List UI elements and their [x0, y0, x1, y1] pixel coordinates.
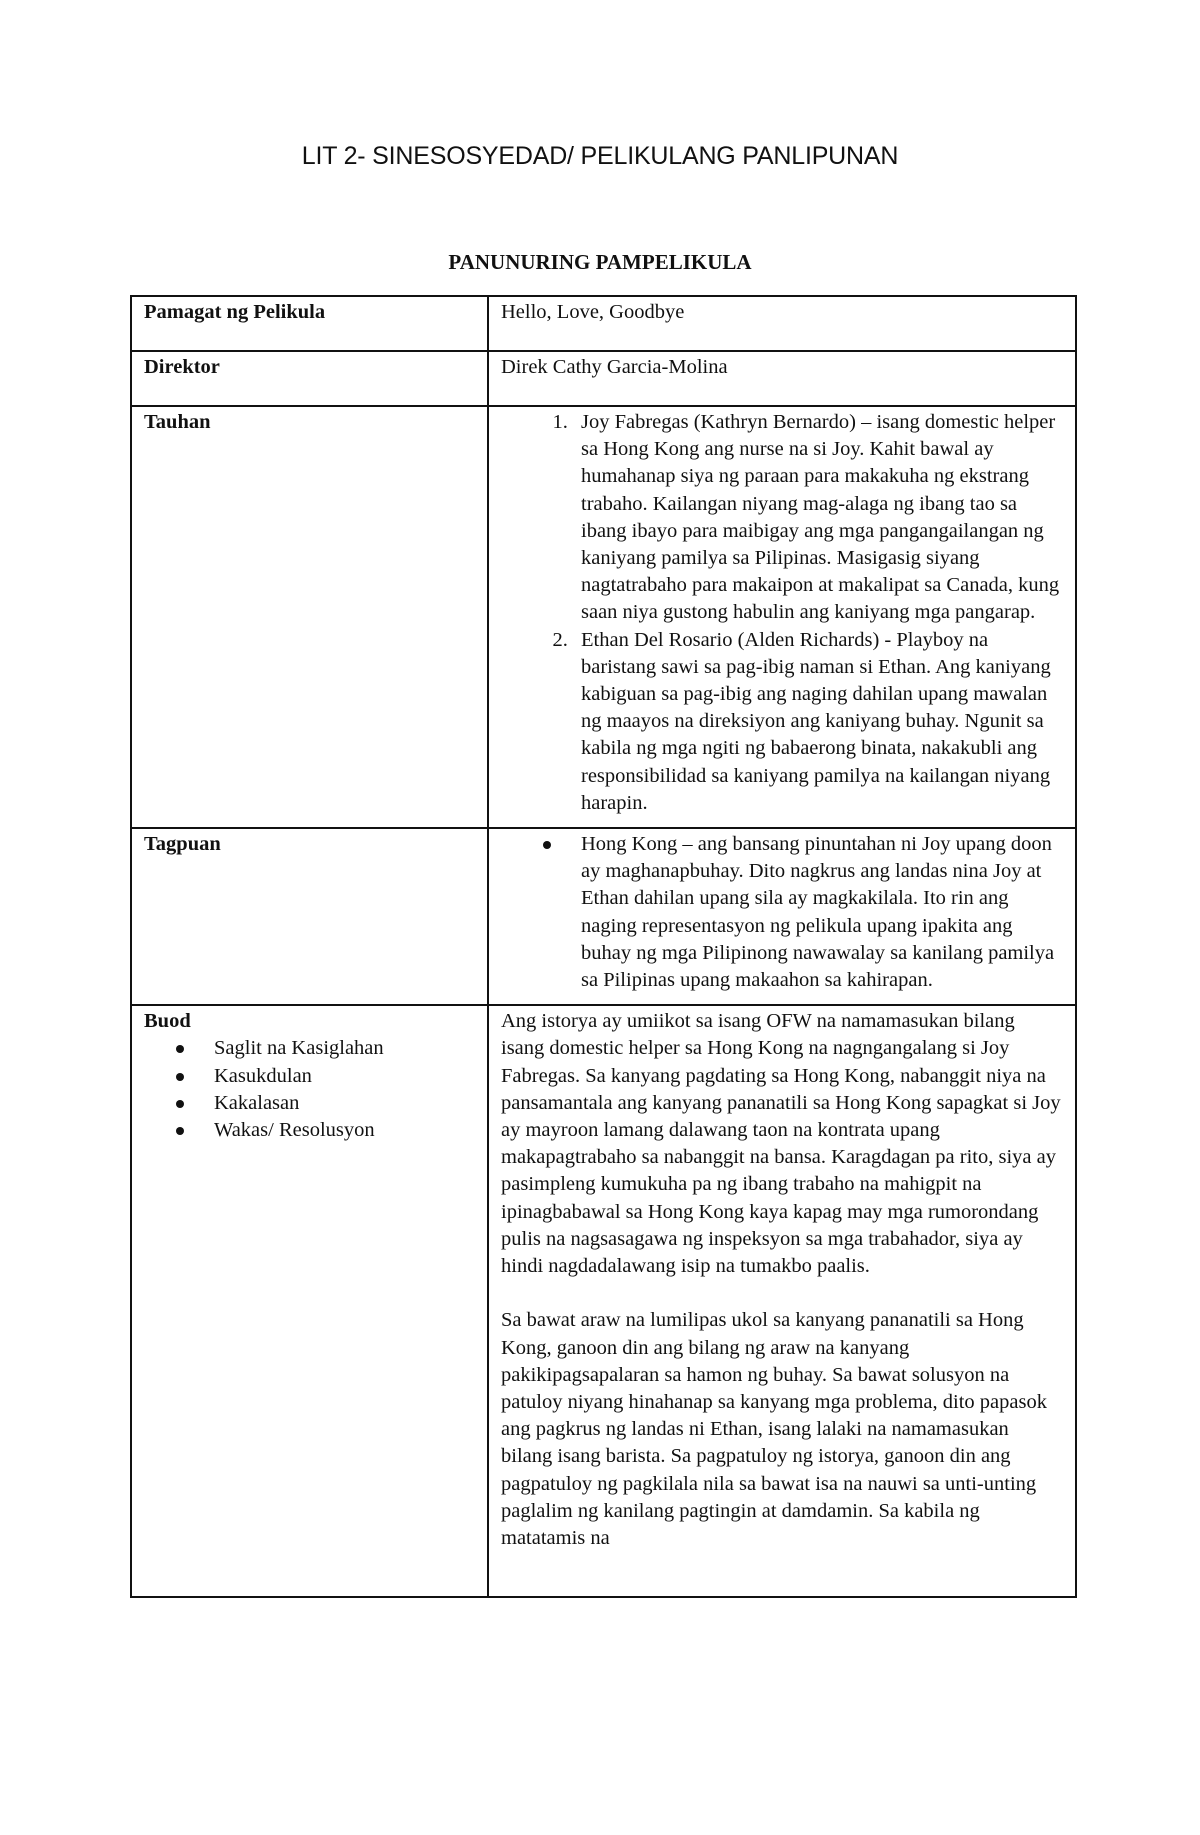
table-row-title — [131, 296, 1076, 351]
plot-parts-list — [144, 1035, 475, 1144]
plot-summary-text — [501, 1008, 1063, 1596]
director-label-text: Direktor — [144, 356, 220, 378]
plot-part-item: Saglit na Kasiglahan — [206, 1035, 475, 1062]
plot-summary — [488, 1005, 1076, 1597]
document-title: PANUNURING PAMPELIKULA — [448, 250, 752, 274]
setting-item: Hong Kong – ang bansang pinuntahan ni Joy upang doon ay maghanapbuhay. Dito nagkrus ang landas nina Joy at Ethan dahilan upang sila ay magkakilala. Ito rin ang naging representasyon ng pelikula upang ipakita ang buhay ng mga Pilipinong nawawalay sa kanilang pamilya sa Pilipinas upang makaahon sa kahirapan. — [573, 831, 1063, 994]
course-title: LIT 2- SINESOSYEDAD/ PELIKULANG PANLIPUNAN — [301, 142, 899, 170]
setting-label-text: Tagpuan — [144, 833, 221, 856]
director-value-text: Direk Cathy Garcia-Molina — [501, 356, 728, 378]
table-row-plot — [131, 1005, 1076, 1597]
table-row-setting — [131, 828, 1076, 1005]
table-row-director — [131, 351, 1076, 406]
film-review-table — [130, 295, 1077, 1598]
plot-label-text: Buod — [144, 1010, 191, 1033]
setting-value — [488, 828, 1076, 1005]
title-label-text: Pamagat ng Pelikula — [144, 301, 326, 323]
character-item: 2. Ethan Del Rosario (Alden Richards) - Playboy na baristang sawi sa pag-ibig naman si Ethan. Ang kaniyang kabiguan sa pag-ibig ang naging dahilan upang mawalan ng maayos na direksiyon ang kaniyang buhay. Ngunit sa kabila ng mga ngiti ng babaerong binata, nakakubli ang responsibilidad sa kaniyang pamilya na kailangan niyang harapin. — [573, 627, 1063, 817]
plot-label — [131, 1005, 488, 1597]
title-label — [131, 296, 488, 351]
plot-paragraph: Sa bawat araw na lumilipas ukol sa kanyang pananatili sa Hong Kong, ganoon din ang bilang ng araw na kanyang pakikipagsapalaran sa hamon ng buhay. Sa bawat solusyon na patuloy niyang hinahanap sa kanyang mga problema, dito papasok ang pagkrus ng landas ni Ethan, isang lalaki na namamasukan bilang isang barista. Sa pagpatuloy ng istorya, ganoon din ang pagpatuloy ng pagkilala nila sa bawat isa na nauwi sa unti-unting paglalim ng kanilang pagtingin at damdamin. Sa kabila ng matatamis na — [501, 1309, 1047, 1549]
title-value-text: Hello, Love, Goodbye — [501, 301, 685, 323]
setting-list — [501, 831, 1063, 994]
title-value — [488, 296, 1076, 351]
setting-label — [131, 828, 488, 1005]
table-row-characters — [131, 406, 1076, 828]
characters-label-text: Tauhan — [144, 411, 211, 433]
characters-value — [488, 406, 1076, 828]
director-label — [131, 351, 488, 406]
characters-label — [131, 406, 488, 828]
plot-part-item: Wakas/ Resolusyon — [206, 1117, 475, 1144]
plot-part-item: Kakalasan — [206, 1090, 475, 1117]
characters-list — [501, 409, 1063, 817]
director-value — [488, 351, 1076, 406]
character-item: 1. Joy Fabregas (Kathryn Bernardo) – isang domestic helper sa Hong Kong ang nurse na si Joy. Kahit bawal ay humahanap siya ng paraan para makakuha ng ekstrang trabaho. Kailangan niyang mag-alaga ng ibang tao sa ibang ibayo para maibigay ang mga pangangailangan ng kaniyang pamilya sa Pilipinas. Masigasig siyang nagtatrabaho para makaipon at makalipat sa Canada, kung saan niya gustong habulin ang kaniyang mga pangarap. — [573, 409, 1063, 627]
plot-paragraph: Ang istorya ay umiikot sa isang OFW na namamasukan bilang isang domestic helper sa Hong Kong na nagngangalang si Joy Fabregas. Sa kanyang pagdating sa Hong Kong, nabanggit niya na pansamantala ang kanyang pananatili sa Hong Kong sapagkat si Joy ay mayroon lamang dalawang taon na kontrata upang makapagtrabaho sa nabanggit na bansa. Karagdagan pa rito, siya ay pasimpleng kumukuha pa ng ibang trabaho na mahigpit na ipinagbabawal sa Hong Kong kaya kapag may mga rumorondang pulis na nagsasagawa ng inspeksyon sa mga trabahador, siya ay hindi nagdadalawang isip na tumakbo paalis. — [501, 1010, 1061, 1278]
plot-part-item: Kasukdulan — [206, 1063, 475, 1090]
